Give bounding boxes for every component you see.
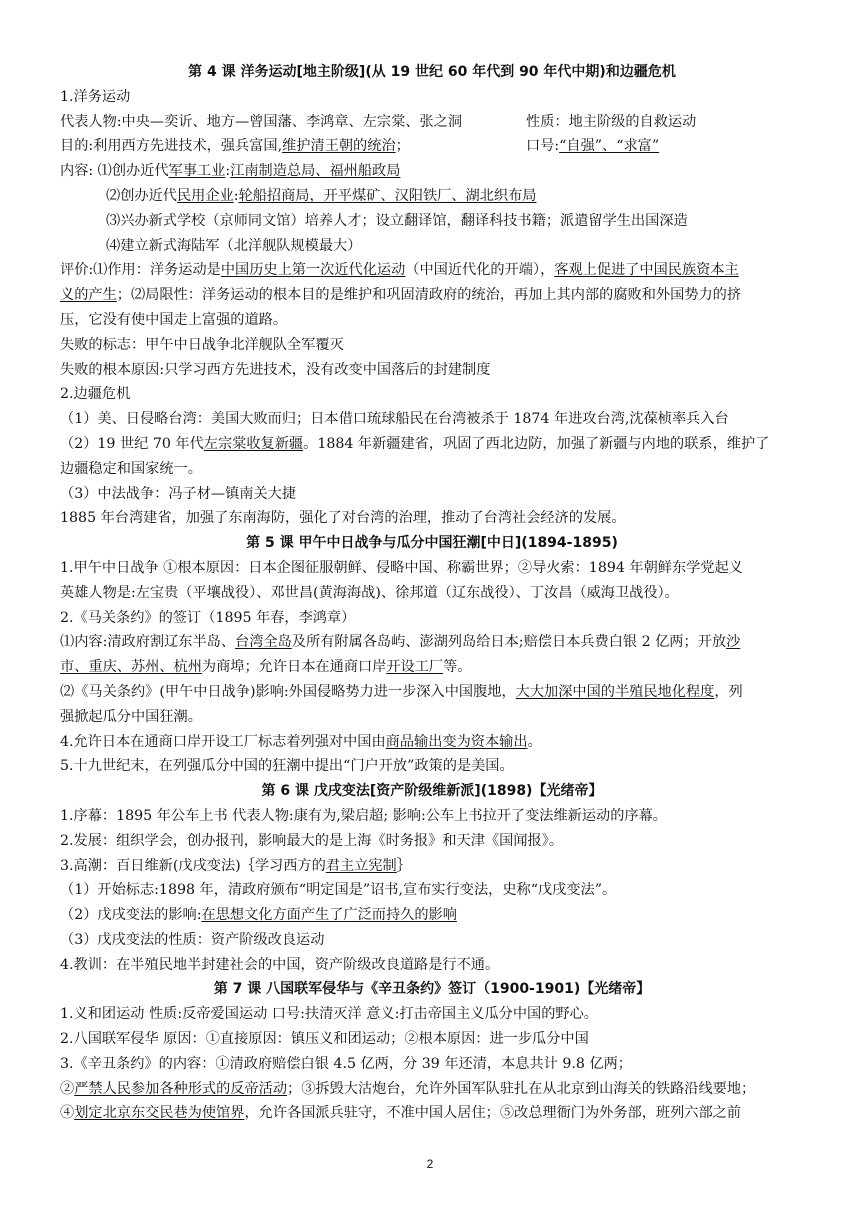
document-body xyxy=(60,60,804,1126)
underlined-text: 划定北京东交民巷为使馆界 xyxy=(74,1105,245,1122)
text-segment: 。1884 年新疆建省，巩固了西北边防，加强了新疆与内地的联系，维护了 xyxy=(303,435,770,452)
underlined-text: 君主立宪制 xyxy=(325,857,397,874)
text-segment: 2.发展：组织学会，创办报刊，影响最大的是上海《时务报》和天津《国闻报》。 xyxy=(60,832,564,849)
text-line xyxy=(60,680,804,705)
text-segment: 4.允许日本在通商口岸开设工厂标志着列强对中国由 xyxy=(60,733,386,750)
text-segment: 1885 年台湾建省，加强了东南海防，强化了对台湾的治理，推动了台湾社会经济的发展。 xyxy=(60,510,626,527)
text-line xyxy=(60,482,804,507)
text-segment: 强掀起瓜分中国狂潮。 xyxy=(60,708,202,725)
text-segment: （3）中法战争：冯子材—镇南关大捷 xyxy=(60,485,297,502)
text-line xyxy=(60,854,804,879)
underlined-text: 市、重庆、苏州、杭州 xyxy=(60,659,202,676)
text-segment: 代表人物:中央—奕䜣、地方—曾国藩、李鸿章、左宗棠、张之洞 xyxy=(60,113,463,130)
underlined-text: 民用企业 xyxy=(176,187,234,204)
text-segment: 5.十九世纪末，在列强瓜分中国的狂潮中提出“门户开放”政策的是美国。 xyxy=(60,758,514,775)
text-line xyxy=(60,606,804,631)
text-line xyxy=(60,85,804,110)
text-segment: 失败的标志：甲午中日战争北洋舰队全军覆灭 xyxy=(60,336,344,353)
text-line xyxy=(60,358,804,383)
text-line xyxy=(60,110,804,135)
underlined-text: 在思想文化方面产生了广泛而持久的影响 xyxy=(201,907,457,924)
text-line xyxy=(60,705,804,730)
text-line xyxy=(60,333,804,358)
text-segment: 3.《辛丑条约》的内容：①清政府赔偿白银 4.5 亿两，分 39 年还清，本息共计 9.8 亿两； xyxy=(60,1055,632,1072)
text-segment: 第 6 课 戊戌变法[资产阶级维新派](1898)【光绪帝】 xyxy=(261,783,603,800)
text-line xyxy=(60,1101,804,1126)
text-segment: 第 5 课 甲午中日战争与瓜分中国狂潮[中日](1894-1895) xyxy=(246,535,618,552)
underlined-text: 江南制造总局、福州船政局 xyxy=(230,163,401,180)
text-segment: : xyxy=(225,163,231,180)
text-segment: 及所有附属各岛屿、澎湖列岛给日本;赔偿日本兵费白银 2 亿两；开放 xyxy=(291,634,727,651)
lesson-heading xyxy=(60,779,804,804)
underlined-text: 台湾全岛 xyxy=(235,634,292,651)
text-segment: ，允许各国派兵驻守，不准中国人居住；⑤改总理衙门为外务部，班列六部之前 xyxy=(244,1105,742,1122)
text-line xyxy=(60,258,804,283)
text-segment: ⑷建立新式海陆军（北洋舰队规模最大） xyxy=(106,237,362,254)
text-segment: 为商埠；允许日本在通商口岸 xyxy=(201,659,387,676)
text-line xyxy=(60,234,804,259)
text-segment: 2.八国联军侵华 原因：①直接原因：镇压义和团运动；②根本原因：进一步瓜分中国 xyxy=(60,1031,589,1048)
text-segment: ⑴内容:清政府割辽东半岛、 xyxy=(60,634,236,651)
underlined-text: 严禁人民参加各种形式的反帝活动 xyxy=(74,1080,288,1097)
text-segment: 失败的根本原因:只学习西方先进技术，没有改变中国落后的封建制度 xyxy=(60,361,491,378)
text-line xyxy=(60,134,804,159)
text-line xyxy=(60,630,804,655)
text-segment: : xyxy=(233,187,239,204)
text-segment: （1）开始标志:1898 年，清政府颁布“明定国是”诏书,宣布实行变法，史称“戊戌变法”。 xyxy=(60,882,617,899)
text-segment: ； xyxy=(395,138,410,155)
underlined-text: 商品输出变为资本输出 xyxy=(385,733,528,750)
text-segment: ② xyxy=(60,1080,75,1097)
lesson-heading xyxy=(60,531,804,556)
underlined-text: 轮船招商局，开平煤矿、汉阳铁厂、湖北织布局 xyxy=(238,187,537,204)
right-column-text xyxy=(526,134,659,159)
text-line xyxy=(60,878,804,903)
text-segment: ④ xyxy=(60,1105,75,1122)
underlined-text: 左宗棠收复新疆 xyxy=(203,435,304,452)
text-segment: （2）戊戌变法的影响: xyxy=(60,907,202,924)
text-segment: ⑵《马关条约》(甲午中日战争)影响:外国侵略势力进一步深入中国腹地， xyxy=(60,683,516,700)
text-segment: 1.甲午中日战争 ①根本原因：日本企图征服朝鲜、侵略中国、称霸世界；②导火索：1894 年朝鲜东学党起义 xyxy=(60,559,743,576)
page-number: 2 xyxy=(426,1157,434,1171)
text-segment: （3）戊戌变法的性质：资产阶级改良运动 xyxy=(60,931,325,948)
text-segment: 1.义和团运动 性质:反帝爱国运动 口号:扶清灭洋 意义:打击帝国主义瓜分中国的野心。 xyxy=(60,1006,598,1023)
text-segment: （中国近代化的开端）， xyxy=(405,262,555,279)
text-segment: ｝ xyxy=(396,857,411,874)
underlined-text: 维护清王朝的统治 xyxy=(282,138,396,155)
text-line xyxy=(60,1052,804,1077)
text-segment: 等。 xyxy=(443,659,472,676)
underlined-text: 开设工厂 xyxy=(386,659,444,676)
text-line xyxy=(60,1027,804,1052)
underlined-text: 中国历史上第一次近代化运动 xyxy=(220,262,406,279)
underlined-text: 军事工业 xyxy=(168,163,226,180)
text-line xyxy=(60,928,804,953)
text-segment: 评价:⑴作用：洋务运动是 xyxy=(60,262,221,279)
text-segment: 。 xyxy=(527,733,542,750)
text-segment: 2.边疆危机 xyxy=(60,386,131,403)
text-line xyxy=(60,903,804,928)
text-segment: 边疆稳定和国家统一。 xyxy=(60,460,202,477)
text-segment: 第 4 课 洋务运动[地主阶级](从 19 世纪 60 年代到 90 年代中期)和边疆危机 xyxy=(188,64,676,80)
text-line xyxy=(60,184,804,209)
text-line xyxy=(60,730,804,755)
text-segment: ⑶兴办新式学校（京师同文馆）培养人才；设立翻译馆，翻译科技书籍；派遣留学生出国深造 xyxy=(106,212,688,229)
right-column-text xyxy=(526,110,696,135)
text-segment: 压，它没有使中国走上富强的道路。 xyxy=(60,311,288,328)
text-line xyxy=(60,556,804,581)
text-segment: 口号: xyxy=(526,138,560,155)
text-segment: （2）19 世纪 70 年代 xyxy=(60,435,204,452)
text-segment: ；⑵局限性：洋务运动的根本目的是维护和巩固清政府的统治，再加上其内部的腐败和外国势力的挤 xyxy=(116,287,742,304)
text-segment: 4.教训：在半殖民地半封建社会的中国，资产阶级改良道路是行不通。 xyxy=(60,956,500,973)
underlined-text: 大大加深中国的半殖民地化程度 xyxy=(515,683,715,700)
text-line xyxy=(60,655,804,680)
text-segment: 2.《马关条约》的签订（1895 年春，李鸿章） xyxy=(60,609,356,626)
text-line xyxy=(60,432,804,457)
text-line xyxy=(60,209,804,234)
lesson-heading xyxy=(60,977,804,1002)
underlined-text: 沙 xyxy=(726,634,741,651)
text-line xyxy=(60,953,804,978)
text-segment: ⑵创办近代 xyxy=(106,187,177,204)
underlined-text: 义的产生 xyxy=(60,287,117,304)
text-line xyxy=(60,457,804,482)
text-segment: 目的:利用西方先进技术，强兵富国, xyxy=(60,138,283,155)
text-segment: 1.序幕：1895 年公车上书 代表人物:康有为,梁启超; 影响:公车上书拉开了变法维新运动的序幕。 xyxy=(60,807,667,824)
text-line xyxy=(60,829,804,854)
text-line xyxy=(60,283,804,308)
text-segment: ；③拆毁大沽炮台，允许外国军队驻扎在从北京到山海关的铁路沿线要地； xyxy=(287,1080,756,1097)
underlined-text: “自强”、“求富” xyxy=(559,138,660,155)
text-segment: 内容: ⑴创办近代 xyxy=(60,163,169,180)
text-line xyxy=(60,506,804,531)
text-line xyxy=(60,581,804,606)
text-segment: 性质：地主阶级的自救运动 xyxy=(526,113,697,130)
text-segment: ，列 xyxy=(714,683,743,700)
text-line xyxy=(60,407,804,432)
text-line xyxy=(60,1077,804,1102)
text-line xyxy=(60,1002,804,1027)
text-line xyxy=(60,308,804,333)
text-segment: （1）美、日侵略台湾：美国大败而归；日本借口琉球船民在台湾被杀于 1874 年进攻台湾,沈葆桢率兵入台 xyxy=(60,411,729,428)
text-segment: 1.洋务运动 xyxy=(60,88,131,105)
text-segment: 3.高潮：百日维新(戊戌变法)｛学习西方的 xyxy=(60,857,326,874)
text-line xyxy=(60,804,804,829)
lesson-heading xyxy=(60,60,804,85)
text-line xyxy=(60,159,804,184)
text-line xyxy=(60,754,804,779)
text-segment: 英雄人物是:左宝贵（平壤战役）、邓世昌(黄海海战)、徐邦道（辽东战役）、丁汝昌（威海卫战役）。 xyxy=(60,584,679,601)
text-line xyxy=(60,382,804,407)
text-segment: 第 7 课 八国联军侵华与《辛丑条约》签订（1900-1901)【光绪帝】 xyxy=(213,981,651,998)
underlined-text: 客观上促进了中国民族资本主 xyxy=(554,262,739,279)
